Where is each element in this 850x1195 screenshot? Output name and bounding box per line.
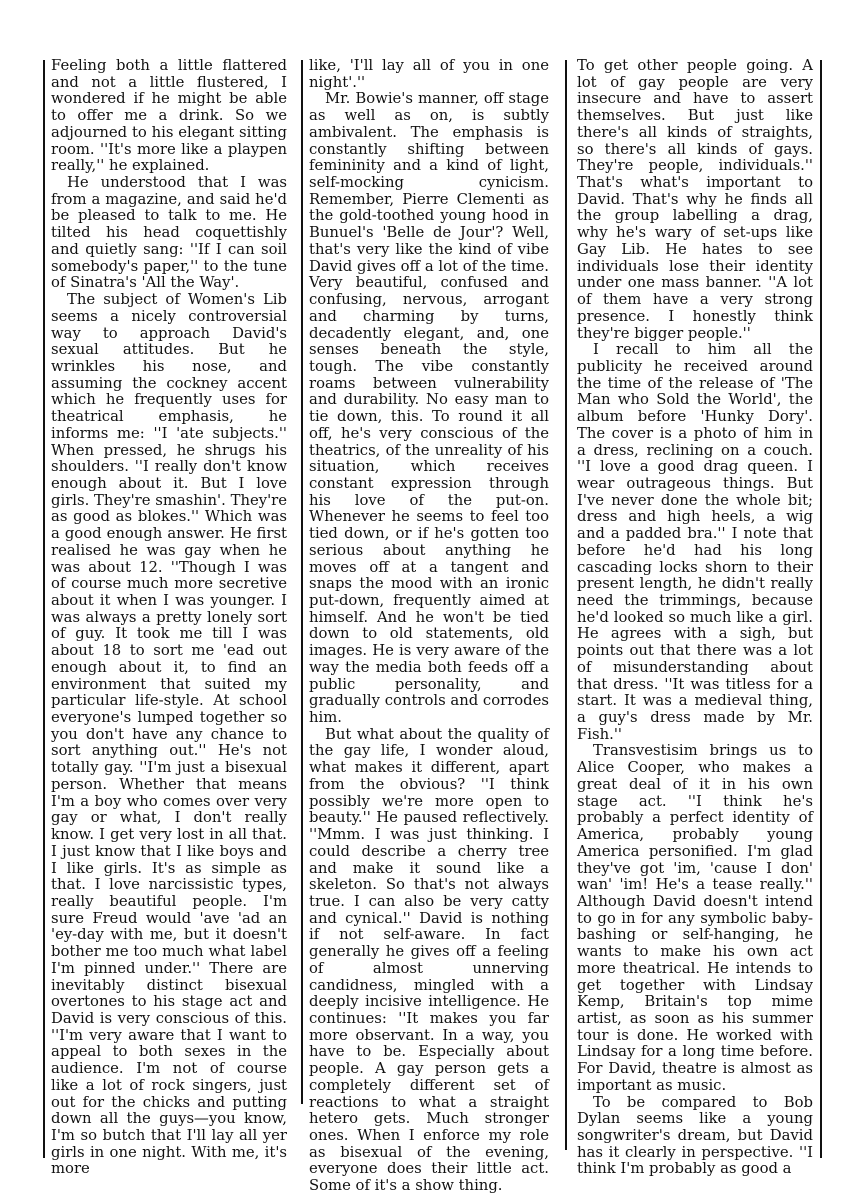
article-paragraph: Feeling both a little flattered and not a little flustered, I wondered if he might be able to offer me a drink. So we adjourned to his elegant sitting room. ''It's more like a playpen really,'' he explained. [51,57,287,175]
article-column-2 [309,57,550,1195]
article-column-3 [577,57,813,1178]
article-paragraph: Mr. Bowie's manner, off stage as well as on, is subtly ambivalent. The emphasis is constantly shifting between femininity and a kind of light, self-mocking cynicism. Remember, Pierre Clementi as the gold-toothed young hood in Bunuel's 'Belle de Jour'? Well, that's very like the kind of vibe David gives off a lot of the time. Very beautiful, confused and confusing, nervous, arrogant and charming by turns, decadently elegant, and, one senses beneath the style, tough. The vibe constantly roams between vulnerability and durability. No easy man to tie down, this. To round it all off, he's very conscious of the theatrics, of the unreality of his situation, which receives constant expression through his love of the put-on. Whenever he seems to feel too tied down, or if he's gotten too serious about anything he moves off at a tangent and snaps the mood with an ironic put-down, frequently aimed at himself. And he won't be tied down to old statements, old images. He is very aware of the way the media both feeds off a public personality, and gradually controls and corrodes him. [309,90,550,727]
column-rule-right [820,60,822,1158]
article-paragraph: The subject of Women's Lib seems a nicely controversial way to approach David's sexual attitudes. But he wrinkles his nose, and assuming the cockney accent which he frequently uses for theatrical emphasis, he informs me: ''I 'ate subjects.'' When pressed, he shrugs his shoulders. ''I really don't know enough about it. But I love girls. They're smashin'. They're as good as blokes.'' Which was a good enough answer. He first realised he was gay when he was about 12. ''Though I was of course much more secretive about it when I was younger. I was always a pretty lonely sort of guy. It took me till I was about 18 to sort me 'ead out enough about it, to find an environment that suited my particular life-style. At school everyone's lumped together so you don't have any chance to sort anything out.'' He's not totally gay. ''I'm just a bisexual person. Whether that means I'm a boy who comes over very gay or what, I don't really know. I get very lost in all that. I just know that I like boys and I like girls. It's as simple as that. I love narcissistic types, really beautiful people. I'm sure Freud would 'ave 'ad an 'ey-day with me, but it doesn't bother me too much what label I'm pinned under.'' There are inevitably distinct bisexual overtones to his stage act and David is very conscious of this. ''I'm very aware that I want to appeal to both sexes in the audience. I'm not of course like a lot of rock singers, just out for the chicks and putting down all the guys—you know, I'm so butch that I'll lay all yer girls in one night. With me, it's more [51,291,287,1178]
article-paragraph: like, 'I'll lay all of you in one night'.'' [309,57,549,91]
article-paragraph: He understood that I was from a magazine, and said he'd be pleased to talk to me. He tilted his head coquettishly and quietly sang: ''If I can soil somebody's paper,'' to the tune of Sinatra's 'All the Way'. [51,174,287,292]
article-paragraph: But what about the quality of the gay life, I wonder aloud, what makes it different, apart from the obvious? ''I think possibly we're more open to beauty.'' He paused reflectively. ''Mmm. I was just thinking. I could describe a cherry tree and make it sound like a skeleton. So that's not always true. I can also be very catty and cynical.'' David is nothing if not self-aware. In fact generally he gives off a feeling of almost unnerving candidness, mingled with a deeply incisive intelligence. He continues: ''It makes you far more observant. In a way, you have to be. Especially about people. A gay person gets a completely different set of reactions to what a straight hetero gets. Much stronger ones. When I enforce my role as bisexual of the evening, everyone does their little act. Some of it's a show thing. [309,725,549,1195]
article-paragraph: To be compared to Bob Dylan seems like a young songwriter's dream, but David has it clearly in perspective. ''I think I'm probably as good a [577,1093,813,1178]
article-column-1 [51,57,287,1178]
column-rule-middle-left [301,60,303,1104]
article-paragraph: Transvestisim brings us to Alice Cooper, who makes a great deal of it in his own stage act. ''I think he's probably a perfect identity of America, probably young America personified. I'm glad they've got 'im, 'cause I don' wan' 'im! He's a tease really.'' Although David doesn't intend to go in for any symbolic baby-bashing or self-hanging, he wants to make his own act more theatrical. He intends to get together with Lindsay Kemp, Britain's top mime artist, as soon as his summer tour is done. He worked with Lindsay for a long time before. For David, theatre is almost as important as music. [577,742,813,1094]
article-paragraph: To get other people going. A lot of gay people are very insecure and have to assert themselves. But just like there's all kinds of straights, so there's all kinds of gays. They're people, individuals.'' That's what's important to David. That's why he finds all the group labelling a drag, why he's wary of set-ups like Gay Lib. He hates to see individuals lose their identity under one mass banner. ''A lot of them have a very strong presence. I honestly think they're bigger people.'' [577,57,813,342]
article-paragraph: I recall to him all the publicity he received around the time of the release of 'The Man who Sold the World', the album before 'Hunky Dory'. The cover is a photo of him in a dress, reclining on a couch. ''I love a good drag queen. I wear outrageous things. But I've never done the whole bit; dress and high heels, a wig and a padded bra.'' I note that before he'd had his long cascading locks shorn to their present length, he didn't really need the trimmings, because he'd looked so much like a girl. He agrees with a sigh, but points out that there was a lot of misunderstanding about that dress. ''It was titless for a start. It was a medieval thing, a guy's dress made by Mr. Fish.'' [577,341,813,743]
column-rule-middle-right [565,60,567,1150]
column-rule-left [43,60,45,1158]
